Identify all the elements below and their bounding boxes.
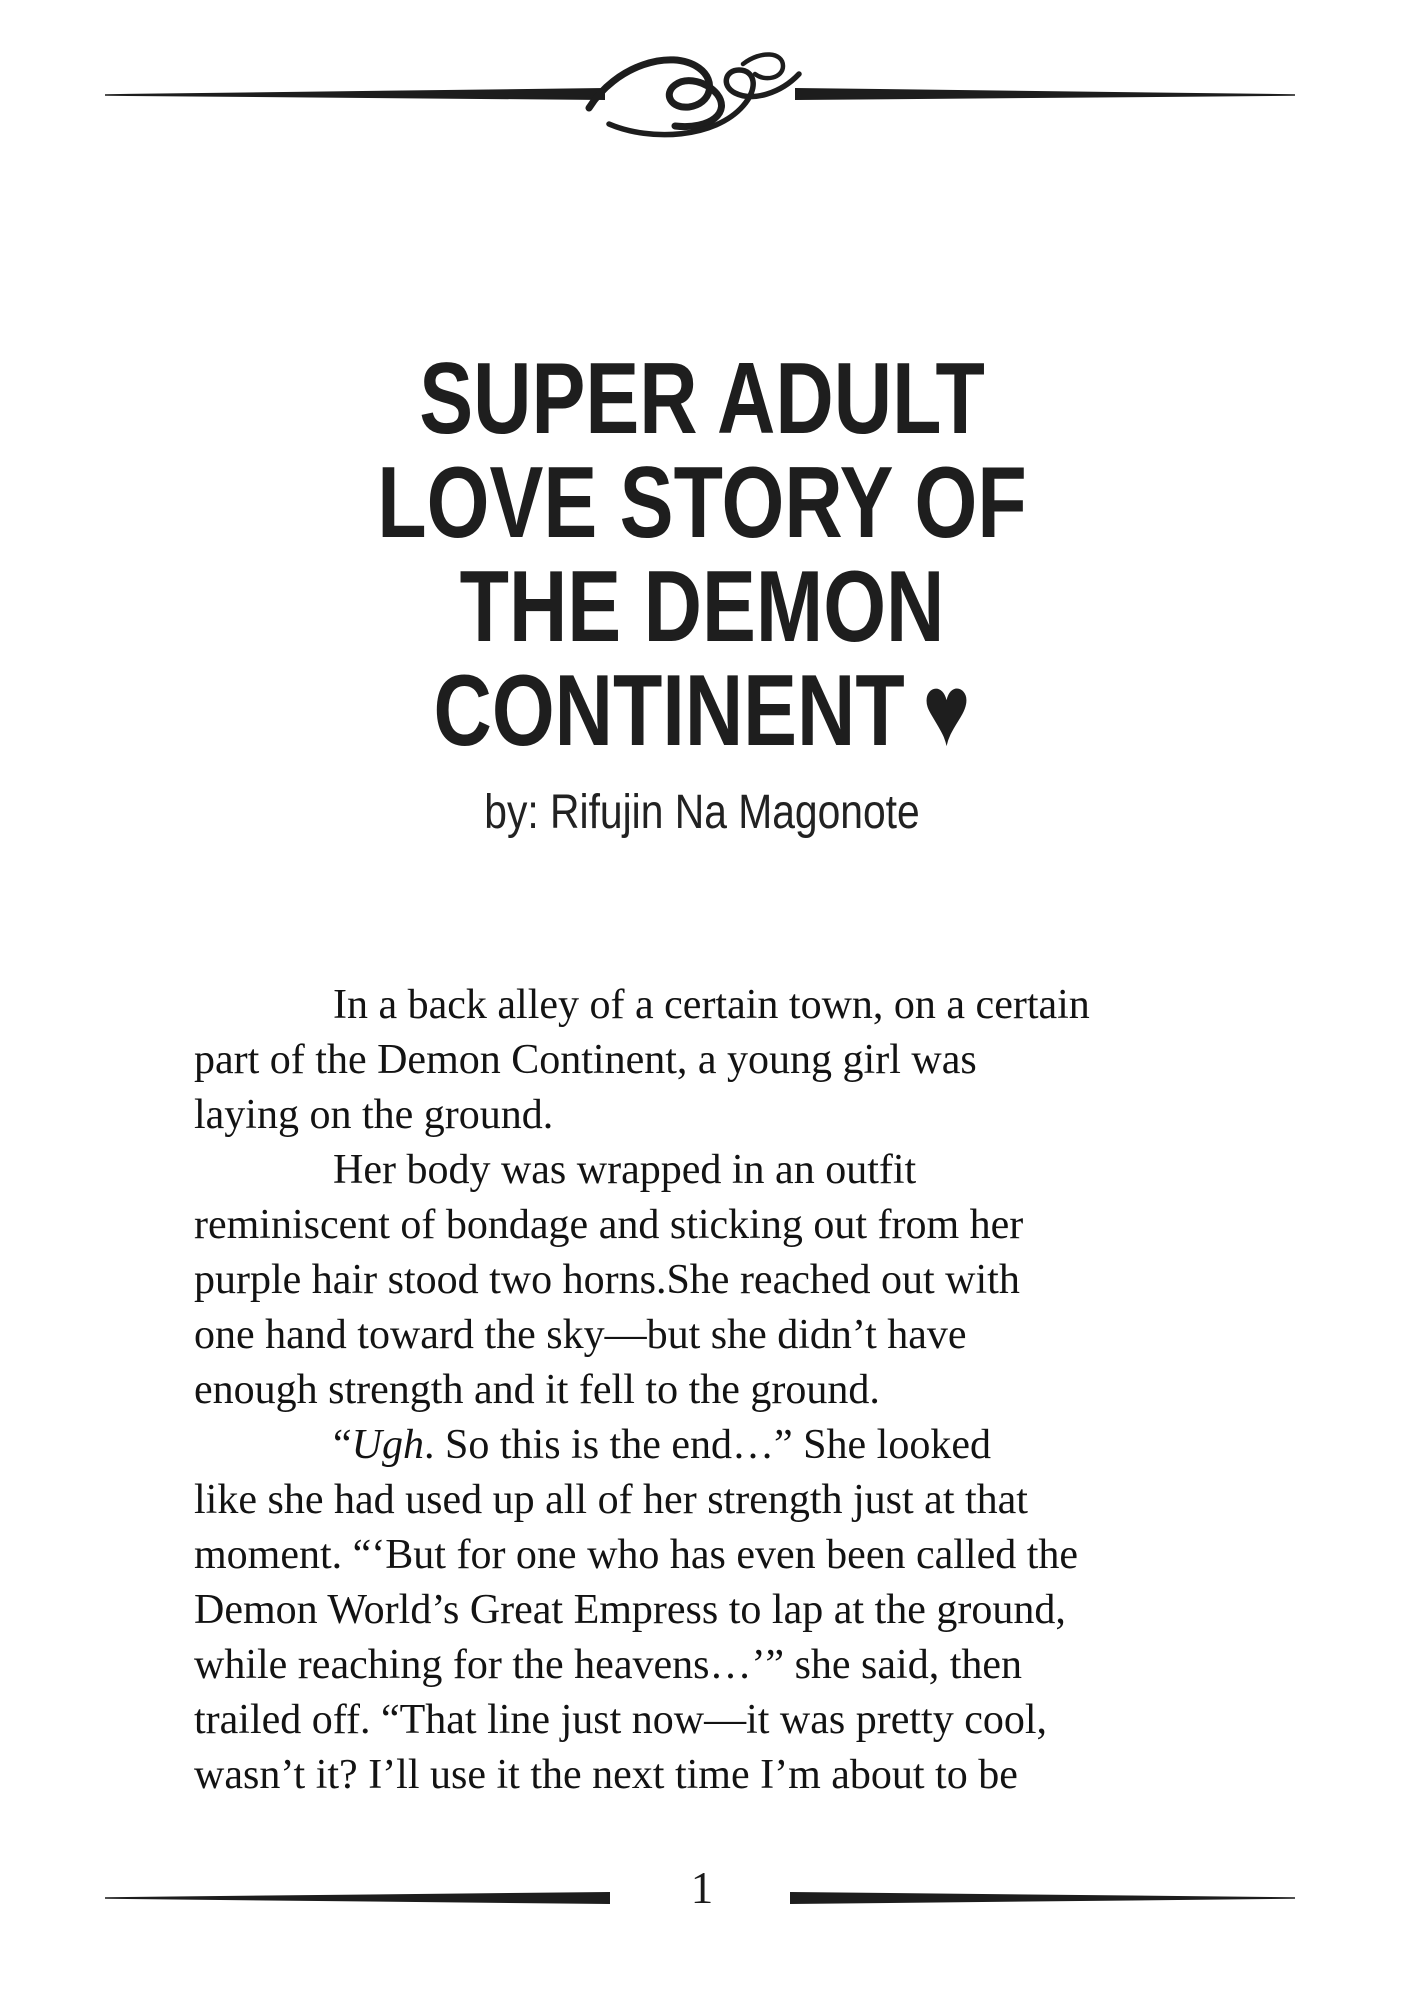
calligraphic-flourish-icon [589,54,799,134]
text-line: like she had used up all of her strength just at that [194,1477,1028,1523]
text-line: In a back alley of a certain town, on a certain [333,982,1090,1028]
text-line: while reaching for the heavens…’” she said, then [194,1642,1023,1688]
paragraph-2 [194,1143,1254,1418]
title-line-4-text: CONTINENT [433,655,905,767]
text-line: part of the Demon Continent, a young girl was [194,1037,977,1083]
page-number: 1 [690,1863,714,1913]
title-line-1: SUPER ADULT [419,343,985,455]
byline: by: Rifujin Na Magonote [484,786,920,839]
italic-word: Ugh [351,1422,424,1468]
text-line: moment. “‘But for one who has even been called the [194,1532,1079,1578]
text-line: laying on the ground. [194,1092,554,1138]
divider-rule-left [105,88,605,100]
text-line: enough strength and it fell to the ground. [194,1367,880,1413]
text-line: Demon World’s Great Empress to lap at the ground, [194,1587,1066,1633]
text-line: wasn’t it? I’ll use it the next time I’m about to be [194,1752,1018,1798]
top-divider [105,50,1295,142]
text-line: purple hair stood two horns.She reached out with [194,1257,1020,1303]
story-text [194,978,1254,1803]
book-title [0,343,1404,839]
title-line-3: THE DEMON [459,551,945,663]
text-line: Her body was wrapped in an outfit [333,1147,917,1193]
text-line [194,1418,1254,1473]
paragraph-3 [194,1418,1254,1803]
paragraph-1 [194,978,1254,1143]
title-line-4 [140,655,1263,767]
line-rest: . So this is the end…” She looked [424,1422,991,1468]
divider-rule-right [795,88,1295,100]
heart-icon: ♥ [922,655,971,767]
title-line-2: LOVE STORY OF [377,447,1027,559]
text-line: trailed off. “That line just now—it was pretty cool, [194,1697,1048,1743]
open-quote: “ [333,1422,352,1468]
text-line: reminiscent of bondage and sticking out from her [194,1202,1024,1248]
text-line: one hand toward the sky—but she didn’t have [194,1312,967,1358]
